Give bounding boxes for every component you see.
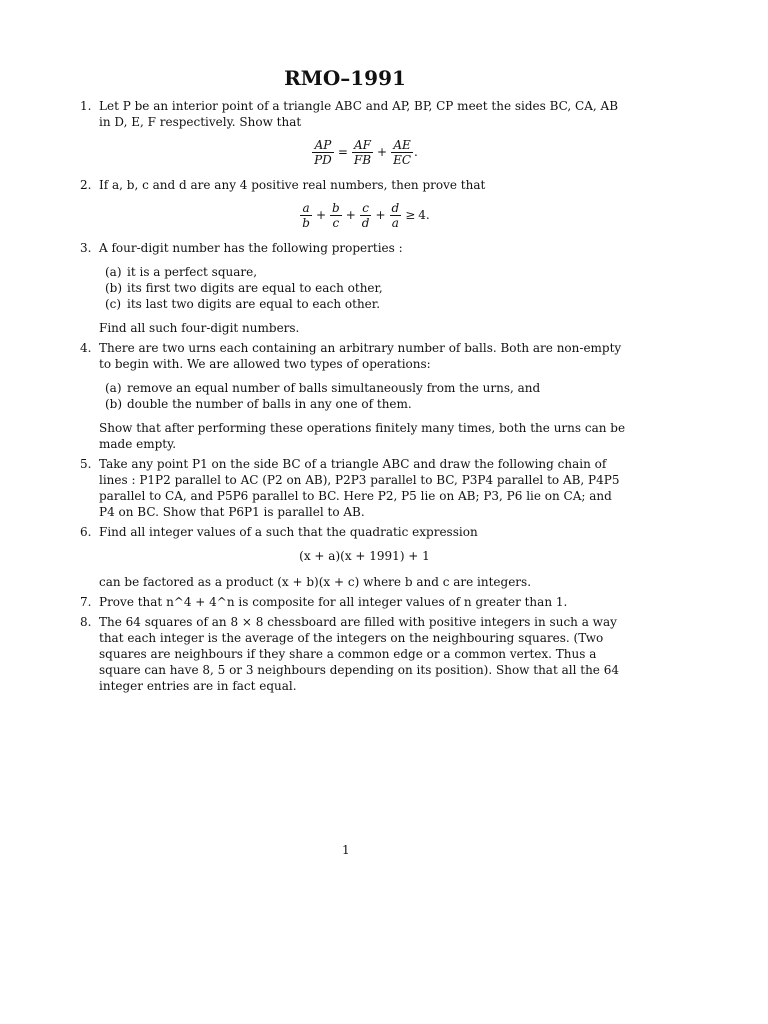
- problem-text: Let P be an interior point of a triangle ABC and AP, BP, CP meet the sides BC, CA, AB in D, E, F respectively. Show that: [99, 99, 619, 129]
- fraction-d-a: $\frac{d}{a}$: [391, 201, 400, 230]
- list-item: [105, 396, 630, 412]
- problem-number: 6.: [80, 525, 92, 539]
- item-label: (b): [105, 281, 123, 295]
- problem-text: Prove that n^4 + 4^n is composite for all integer values of n greater than 1.: [99, 595, 568, 609]
- list-item: [105, 280, 630, 296]
- problem-5: [80, 456, 630, 520]
- problem-closing: can be factored as a product (x + b)(x + c) where b and c are integers.: [99, 575, 532, 589]
- problem-1: [80, 98, 630, 167]
- problem-4: [80, 340, 630, 452]
- item-text: double the number of balls in any one of them.: [127, 397, 412, 411]
- item-text: its first two digits are equal to each other,: [127, 281, 383, 295]
- formula-2: $\frac{a}{b}$ + $\frac{b}{c}$ + $\frac{c}{d}$ + $\frac{d}{a}$ ≥ 4.: [302, 201, 430, 230]
- item-label: (a): [105, 265, 122, 279]
- problem-2: [80, 177, 630, 230]
- problem-3: [80, 240, 630, 336]
- page-title: RMO–1991: [284, 66, 406, 90]
- item-text: remove an equal number of balls simultaneously from the urns, and: [127, 381, 541, 395]
- problem-text: Take any point P1 on the side BC of a triangle ABC and draw the following chain of lines : P1P2 parallel to AC (P2 on AB), P2P3 parallel to BC, P3P4 parallel to AB, P4P5 parallel to CA, and P5P6 parallel to BC. Here P2, P5 lie on AB; P3, P6 lie on CA; and P4 on BC. Show that P6P1 is parallel to AB.: [99, 457, 620, 519]
- page-number: 1: [342, 843, 350, 857]
- problem-number: 3.: [80, 241, 92, 255]
- item-text: it is a perfect square,: [127, 265, 258, 279]
- list-item: [105, 380, 630, 396]
- problem-list: [80, 98, 630, 698]
- problem-text: There are two urns each containing an arbitrary number of balls. Both are non-empty to begin with. We are allowed two types of operations:: [99, 341, 622, 371]
- problem-8: [80, 614, 630, 694]
- sub-item-list: [105, 380, 630, 412]
- item-label: (a): [105, 381, 122, 395]
- problem-text: Find all integer values of a such that the quadratic expression: [99, 525, 478, 539]
- fraction-af-fb: $\frac{AF}{FB}$: [353, 138, 372, 167]
- problem-text: The 64 squares of an 8 × 8 chessboard are filled with positive integers in such a way that each integer is the average of the integers on the neighbouring squares. (Two squares are neighbours if they share a common edge or a common vertex. Thus a square can have 8, 5 or 3 neighbours depending on its position). Show that all the 64 integer entries are in fact equal.: [99, 615, 619, 693]
- fraction-ap-pd: $\frac{AP}{PD}$: [314, 138, 332, 167]
- problem-number: 4.: [80, 341, 92, 355]
- sub-item-list: [105, 264, 630, 312]
- item-text: its last two digits are equal to each other.: [127, 297, 381, 311]
- formula-1: $\frac{AP}{PD}$ = $\frac{AF}{FB}$ + $\frac{AE}{EC}$ .: [314, 138, 418, 167]
- problem-closing: Find all such four-digit numbers.: [99, 321, 300, 335]
- problem-text: A four-digit number has the following properties :: [99, 241, 403, 255]
- problem-number: 5.: [80, 457, 92, 471]
- problem-6: [80, 524, 630, 590]
- list-item: [105, 264, 630, 280]
- fraction-b-c: $\frac{b}{c}$: [332, 201, 340, 230]
- fraction-c-d: $\frac{c}{d}$: [361, 201, 370, 230]
- problem-closing: Show that after performing these operations finitely many times, both the urns can be made empty.: [99, 421, 626, 451]
- problem-number: 2.: [80, 178, 92, 192]
- fraction-ae-ec: $\frac{AE}{EC}$: [393, 138, 412, 167]
- item-label: (c): [105, 297, 122, 311]
- list-item: [105, 296, 630, 312]
- problem-number: 7.: [80, 595, 92, 609]
- fraction-a-b: $\frac{a}{b}$: [302, 201, 310, 230]
- item-label: (b): [105, 397, 123, 411]
- formula-6: (x + a)(x + 1991) + 1: [299, 549, 430, 563]
- problem-text: If a, b, c and d are any 4 positive real numbers, then prove that: [99, 178, 486, 192]
- problem-number: 8.: [80, 615, 92, 629]
- problem-number: 1.: [80, 99, 92, 113]
- problem-7: [80, 594, 630, 610]
